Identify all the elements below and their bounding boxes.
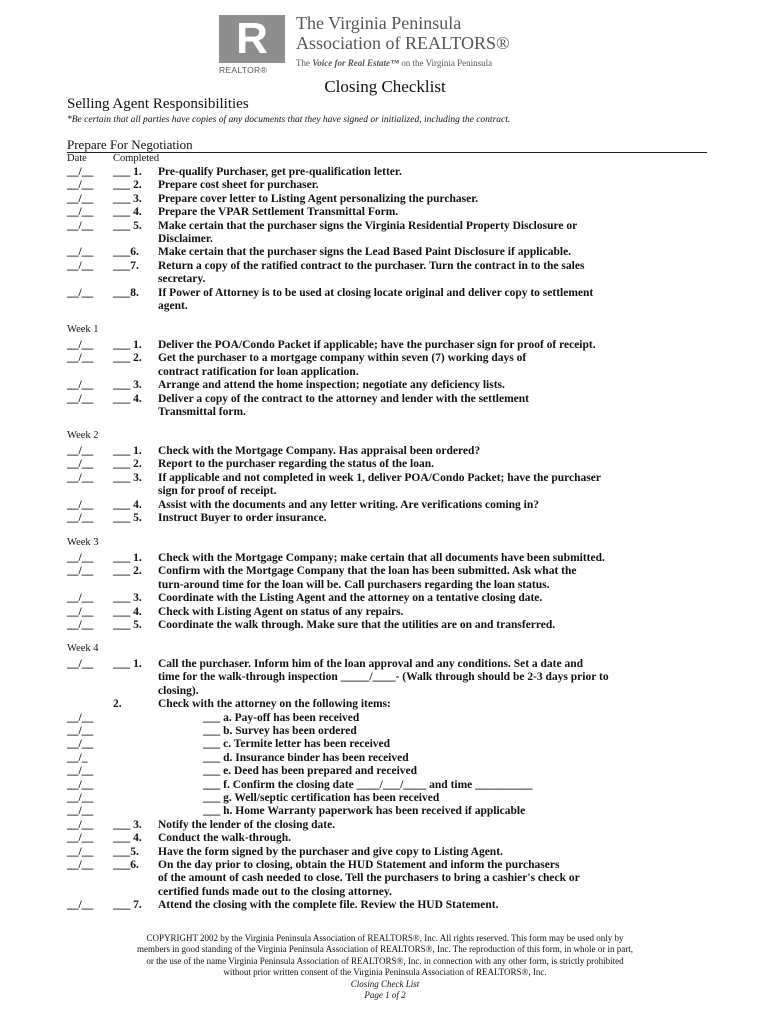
item-text: Deliver the POA/Condo Packet if applicable; have the purchaser sign for proof of receipt. — [158, 339, 596, 351]
association-name-line2: Association of REALTORS® — [296, 33, 510, 53]
item-text: Notify the lender of the closing date. — [158, 818, 336, 831]
copyright-line: or the use of the name Virginia Peninsula Association of REALTORS®, Inc. in connection with any other form, is strictly prohibited — [146, 955, 624, 966]
date-blank: __/__ — [67, 166, 94, 178]
date-blank: __/__ — [67, 805, 94, 818]
date-blank: __/__ — [67, 605, 94, 618]
date-blank: __/__ — [67, 792, 94, 804]
column-header-completed: Completed — [113, 153, 160, 164]
week-heading: Week 3 — [67, 537, 99, 548]
item-text: Coordinate the walk through. Make sure that the utilities are on and transferred. — [158, 619, 556, 631]
date-blank: __/__ — [67, 471, 94, 484]
realtor-r-icon: R — [219, 15, 285, 63]
completed-blank: ___ 5. — [113, 619, 142, 631]
date-blank: __/__ — [67, 498, 94, 511]
date-blank: __/__ — [67, 778, 94, 791]
item-text: Arrange and attend the home inspection; negotiate any deficiency lists. — [158, 379, 505, 392]
date-blank: __/__ — [67, 725, 94, 737]
negotiation-heading: Prepare For Negotiation — [67, 137, 193, 152]
association-name — [296, 13, 656, 53]
date-blank: __/__ — [67, 552, 94, 564]
date-blank: __/__ — [67, 658, 94, 670]
week-heading: Week 1 — [67, 324, 99, 335]
item-text: If Power of Attorney is to be used at closing locate original and deliver copy to settlement agent. — [158, 286, 594, 312]
item-text: Check with the attorney on the following items: — [158, 698, 391, 711]
logo-text: REALTOR® — [219, 65, 268, 75]
column-header-date: Date — [67, 153, 87, 164]
item-text: ___ a. Pay-off has been received — [203, 711, 360, 724]
completed-blank: ___6. — [113, 246, 139, 259]
item-text: ___ f. Confirm the closing date ____/___/____ and time __________ — [203, 778, 533, 791]
date-blank: __/__ — [67, 192, 94, 205]
tagline: The Voice for Real Estate™ on the Virginia Peninsula — [296, 58, 493, 68]
item-text: ___ e. Deed has been prepared and received — [203, 765, 418, 778]
date-blank: __/__ — [67, 179, 94, 192]
date-blank: __/__ — [67, 711, 94, 724]
section-title: Selling Agent Responsibilities — [67, 96, 249, 112]
date-blank: __/__ — [67, 845, 94, 858]
completed-blank: ___ 2. — [113, 565, 142, 578]
completed-blank: ___ 2. — [113, 179, 142, 192]
completed-blank: ___6. — [113, 859, 139, 871]
item-text: ___ b. Survey has been ordered — [203, 725, 357, 737]
item-text: Deliver a copy of the contract to the attorney and lender with the settlement Transmittal form. — [158, 392, 530, 418]
completed-blank: ___ 4. — [113, 605, 142, 618]
date-blank: __/__ — [67, 619, 94, 631]
item-text: Have the form signed by the purchaser and give copy to Listing Agent. — [158, 845, 503, 858]
week-heading: Week 4 — [67, 643, 99, 654]
document-title: Closing Checklist — [324, 77, 446, 96]
item-text: Report to the purchaser regarding the status of the loan. — [158, 458, 434, 471]
copyright-line: members in good standing of the Virginia Peninsula Association of REALTORS®, Inc. The reproduction of this form, in whole or in part, — [137, 944, 633, 955]
item-text: If applicable and not completed in week 1, deliver POA/Condo Packet; have the purchaser sign for proof of receipt. — [158, 471, 601, 498]
completed-blank: ___ 4. — [113, 832, 142, 845]
date-blank: __/__ — [67, 246, 94, 259]
date-blank: __/__ — [67, 445, 94, 457]
date-blank: __/__ — [67, 565, 94, 578]
item-text: Make certain that the purchaser signs the Lead Based Paint Disclosure if applicable. — [158, 246, 572, 259]
form-name: Closing Check List — [350, 978, 420, 989]
completed-blank: ___ 5. — [113, 219, 142, 232]
completed-blank: ___ 1. — [113, 339, 142, 351]
completed-blank: ___ 3. — [113, 192, 142, 205]
completed-blank: ___ 3. — [113, 592, 142, 605]
copyright-footer — [40, 933, 730, 1001]
item-text: Check with the Mortgage Company. Has appraisal been ordered? — [158, 445, 481, 457]
item-text: Call the purchaser. Inform him of the loan approval and any conditions. Set a date and time for the walk-through inspection _____/____- (Walk through should be 2-3 days prior to closing). — [158, 658, 609, 697]
item-text: Get the purchaser to a mortgage company within seven (7) working days of contract ratification for loan application. — [158, 352, 527, 378]
item-text: Prepare cover letter to Listing Agent personalizing the purchaser. — [158, 192, 479, 205]
completed-blank: ___ 5. — [113, 512, 142, 524]
item-text: Attend the closing with the complete file. Review the HUD Statement. — [158, 899, 499, 912]
item-text: Instruct Buyer to order insurance. — [158, 512, 327, 524]
date-blank: __/__ — [67, 899, 94, 912]
item-text: Assist with the documents and any letter writing. Are verifications coming in? — [158, 498, 539, 511]
item-text: Check with the Mortgage Company; make certain that all documents have been submitted. — [158, 552, 605, 564]
completed-blank: ___ 1. — [113, 166, 142, 178]
date-blank: __/__ — [67, 352, 94, 365]
item-text: Prepare the VPAR Settlement Transmittal Form. — [158, 206, 399, 219]
completed-blank: ___ 2. — [113, 458, 142, 471]
completed-blank: ___ 1. — [113, 658, 142, 670]
completed-blank: ___8. — [113, 286, 139, 299]
item-text: Pre-qualify Purchaser, get pre-qualification letter. — [158, 166, 402, 178]
item-text: ___ c. Termite letter has been received — [203, 738, 391, 751]
date-blank: __/__ — [67, 458, 94, 471]
date-blank: __/__ — [67, 392, 94, 405]
date-blank: __/__ — [67, 832, 94, 845]
date-blank: __/__ — [67, 286, 94, 299]
date-blank: __/__ — [67, 818, 94, 831]
item-text: ___ d. Insurance binder has been received — [203, 751, 409, 764]
item-text: Make certain that the purchaser signs the Virginia Residential Property Disclosure or Disclaimer. — [158, 219, 578, 245]
date-blank: __/__ — [67, 859, 94, 871]
item-text: Prepare cost sheet for purchaser. — [158, 179, 319, 192]
completed-blank: ___ 7. — [113, 899, 142, 912]
item-text: Return a copy of the ratified contract to the purchaser. Turn the contract in to the sales secretary. — [158, 259, 585, 286]
week-heading: Week 2 — [67, 430, 99, 441]
item-text: Conduct the walk-through. — [158, 832, 292, 845]
date-blank: __/_ — [67, 751, 88, 764]
item-text: Confirm with the Mortgage Company that the loan has been submitted. Ask what the turn-around time for the loan will be. Call purchasers regarding the loan status. — [158, 565, 577, 591]
date-blank: __/__ — [67, 379, 94, 392]
completed-blank: ___ 1. — [113, 445, 142, 457]
date-blank: __/__ — [67, 206, 94, 219]
completed-blank: 2. — [113, 698, 122, 711]
completed-blank: ___ 1. — [113, 552, 142, 564]
heading-rule — [67, 152, 707, 153]
item-text: Coordinate with the Listing Agent and the attorney on a tentative closing date. — [158, 592, 543, 605]
date-blank: __/__ — [67, 765, 94, 778]
completed-blank: ___5. — [113, 845, 139, 858]
date-blank: __/__ — [67, 592, 94, 605]
completed-blank: ___ 4. — [113, 392, 142, 405]
realtor-logo — [219, 15, 289, 75]
item-text: Check with Listing Agent on status of any repairs. — [158, 605, 404, 618]
item-text: On the day prior to closing, obtain the HUD Statement and inform the purchasers of the amount of cash needed to close. Tell the purchasers to bring a cashier's check or certified funds made out to the closing attorney. — [158, 859, 580, 898]
date-blank: __/__ — [67, 259, 94, 272]
section-note: *Be certain that all parties have copies of any documents that they have signed or initialized, including the contract. — [67, 115, 511, 125]
copyright-line: without prior written consent of the Virginia Peninsula Association of REALTORS®, Inc. — [223, 967, 547, 978]
completed-blank: ___ 3. — [113, 379, 142, 392]
completed-blank: ___ 4. — [113, 498, 142, 511]
completed-blank: ___7. — [113, 259, 139, 272]
page-number: Page 1 of 2 — [364, 990, 406, 1001]
date-blank: __/__ — [67, 512, 94, 524]
completed-blank: ___ 2. — [113, 352, 142, 365]
item-text: ___ g. Well/septic certification has been received — [203, 792, 440, 804]
association-name-line1: The Virginia Peninsula — [296, 13, 462, 33]
date-blank: __/__ — [67, 738, 94, 751]
copyright-line: COPYRIGHT 2002 by the Virginia Peninsula Association of REALTORS®, Inc. All rights reserved. This form may be used only by — [146, 933, 624, 943]
date-blank: __/__ — [67, 219, 94, 232]
date-blank: __/__ — [67, 339, 94, 351]
completed-blank: ___ 4. — [113, 206, 142, 219]
completed-blank: ___ 3. — [113, 818, 142, 831]
completed-blank: ___ 3. — [113, 471, 142, 484]
item-text: ___ h. Home Warranty paperwork has been received if applicable — [203, 805, 526, 818]
